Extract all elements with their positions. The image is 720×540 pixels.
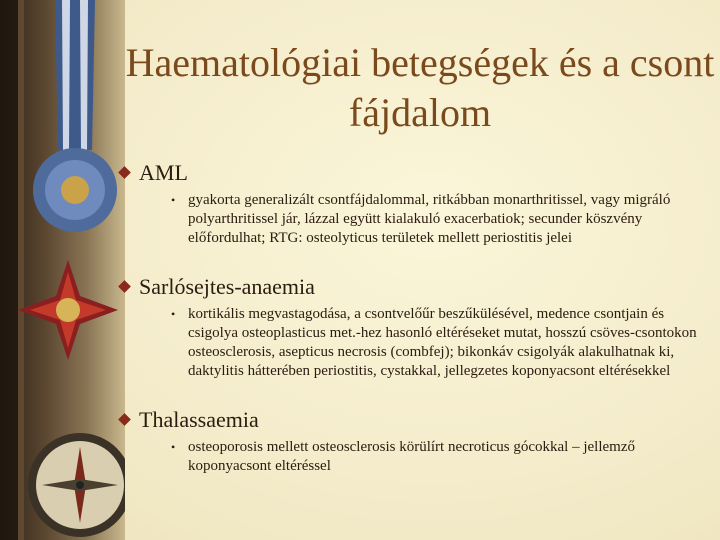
bullet-thalassaemia — [120, 407, 259, 433]
sub-bullet-text: gyakorta generalizált csontfájdalommal, ritkábban monarthritissel, vagy migráló polyarthritissel jár, lázzal együtt kialakuló exacerbatiok; secunder köszvény előfordulhat; RTG: osteolyticus területek mellett periostitis jelei — [188, 192, 671, 246]
sub-bullet-thalassaemia — [171, 438, 708, 476]
dot-bullet-icon: • — [171, 440, 176, 454]
sub-bullet-aml — [171, 191, 708, 248]
bullet-heading: Sarlósejtes-anaemia — [139, 274, 315, 299]
medal-ribbon-icon — [33, 0, 117, 232]
decorative-photo-strip — [0, 0, 125, 540]
diamond-bullet-icon — [118, 166, 131, 179]
sub-bullet-text: kortikális megvastagodása, a csontvelőűr beszűkülésével, medence csontjain és csigolya osteoplasticus met.-hez hasonló eltéréseket mutat, hosszú csöves-csontokon osteosclerosis, asepticus necrosis (combfej); bikonkáv csigolyák alakulhatnak ki, daktylitis hátterében periostitis, cystakkal, jellegzetes koponyacsont eltérésekkel — [188, 306, 697, 379]
decor-svg — [0, 0, 125, 540]
cross-medal-icon — [18, 260, 118, 360]
sub-bullet-sarlosejtes — [171, 305, 708, 381]
dot-bullet-icon: • — [171, 307, 176, 321]
diamond-bullet-icon — [118, 413, 131, 426]
slide-title: Haematológiai betegségek és a csont fájdalom — [125, 40, 715, 135]
bullet-heading: AML — [139, 160, 188, 185]
bullet-aml — [120, 160, 188, 186]
diamond-bullet-icon — [118, 280, 131, 293]
sub-bullet-text: osteoporosis mellett osteosclerosis körülírt necroticus gócokkal – jellemző koponyacsont eltéréssel — [188, 439, 635, 474]
bullet-heading: Thalassaemia — [139, 407, 259, 432]
dot-bullet-icon: • — [171, 193, 176, 207]
compass-icon — [28, 433, 125, 537]
bullet-sarlosejtes — [120, 274, 315, 300]
